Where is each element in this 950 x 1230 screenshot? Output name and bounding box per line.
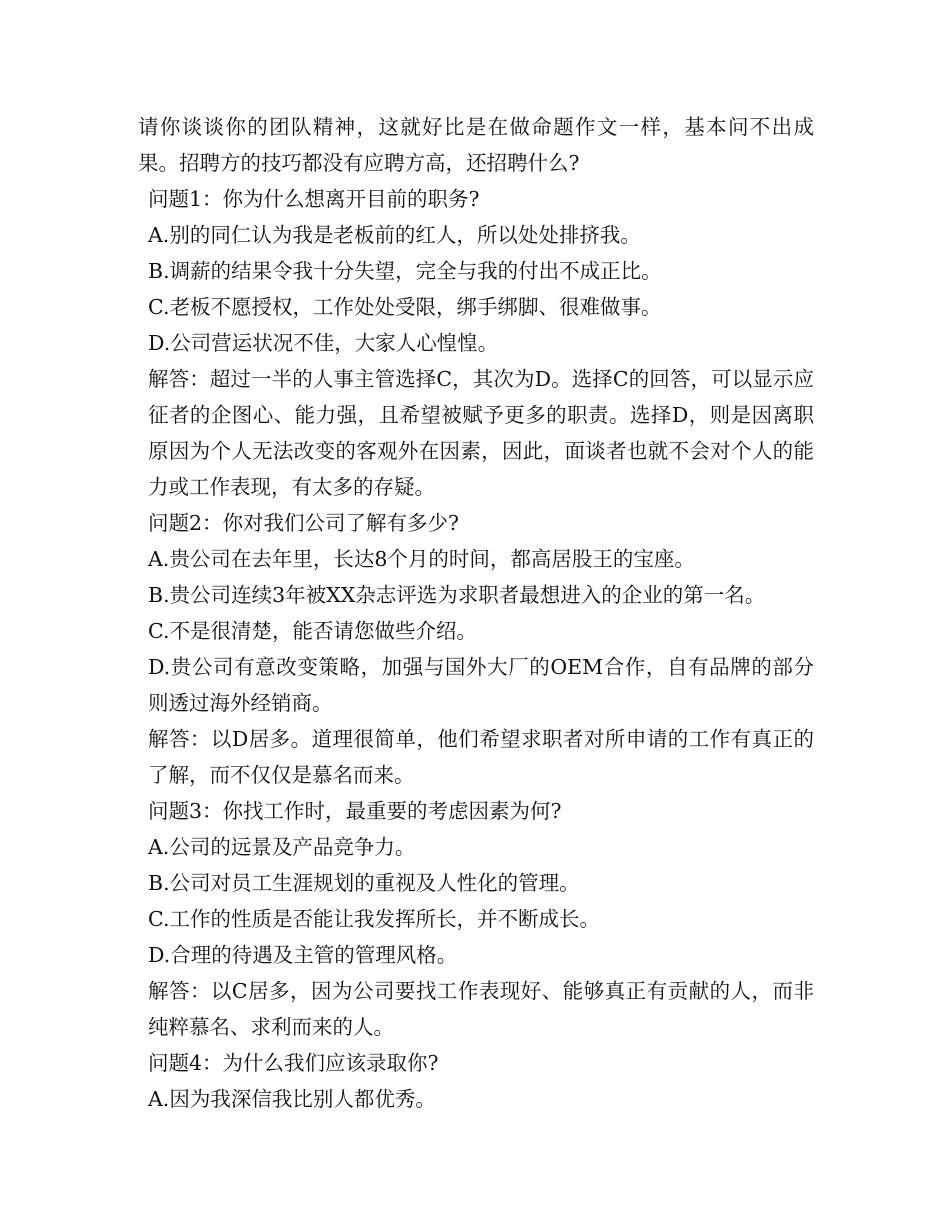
question-4: 问题4：为什么我们应该录取你? [148,1051,439,1075]
option-2d: D.贵公司有意改变策略，加强与国外大厂的OEM合作，自有品牌的部分则透过海外经销商。 [148,655,814,715]
option-1b: B.调薪的结果令我十分失望，完全与我的付出不成正比。 [148,259,662,283]
option-1c: C.老板不愿授权，工作处处受限，绑手绑脚、很难做事。 [148,295,662,319]
question-3: 问题3：你找工作时，最重要的考虑因素为何? [148,799,562,823]
question-1: 问题1：你为什么想离开目前的职务? [148,187,480,211]
question-2: 问题2：你对我们公司了解有多少? [148,511,460,535]
option-3a: A.公司的远景及产品竞争力。 [148,835,416,859]
option-3c: C.工作的性质是否能让我发挥所长，并不断成长。 [148,907,600,931]
answer-1: 解答：超过一半的人事主管选择C，其次为D。选择C的回答，可以显示应征者的企图心、能力强，且希望被赋予更多的职责。选择D，则是因离职原因为个人无法改变的客观外在因素，因此，面谈者也就不会对个人的能力或工作表现，有太多的存疑。 [148,367,814,499]
option-1d: D.公司营运状况不佳，大家人心惶惶。 [148,331,499,355]
option-4a: A.因为我深信我比别人都优秀。 [148,1087,436,1111]
option-3d: D.合理的待遇及主管的管理风格。 [148,943,458,967]
option-2a: A.贵公司在去年里，长达8个月的时间，都高居股王的宝座。 [148,547,695,571]
paragraph-intro: 请你谈谈你的团队精神，这就好比是在做命题作文一样，基本问不出成果。招聘方的技巧都没有应聘方高，还招聘什么? [138,115,814,175]
answer-3: 解答：以C居多，因为公司要找工作表现好、能够真正有贡献的人，而非纯粹慕名、求利而来的人。 [148,979,814,1039]
option-2b: B.贵公司连续3年被XX杂志评选为求职者最想进入的企业的第一名。 [148,583,766,607]
option-3b: B.公司对员工生涯规划的重视及人性化的管理。 [148,871,580,895]
option-2c: C.不是很清楚，能否请您做些介绍。 [148,619,477,643]
document-body [138,109,814,1117]
option-1a: A.别的同仁认为我是老板前的红人，所以处处排挤我。 [148,223,641,247]
answer-2: 解答：以D居多。道理很简单，他们希望求职者对所申请的工作有真正的了解，而不仅仅是慕名而来。 [148,727,814,787]
